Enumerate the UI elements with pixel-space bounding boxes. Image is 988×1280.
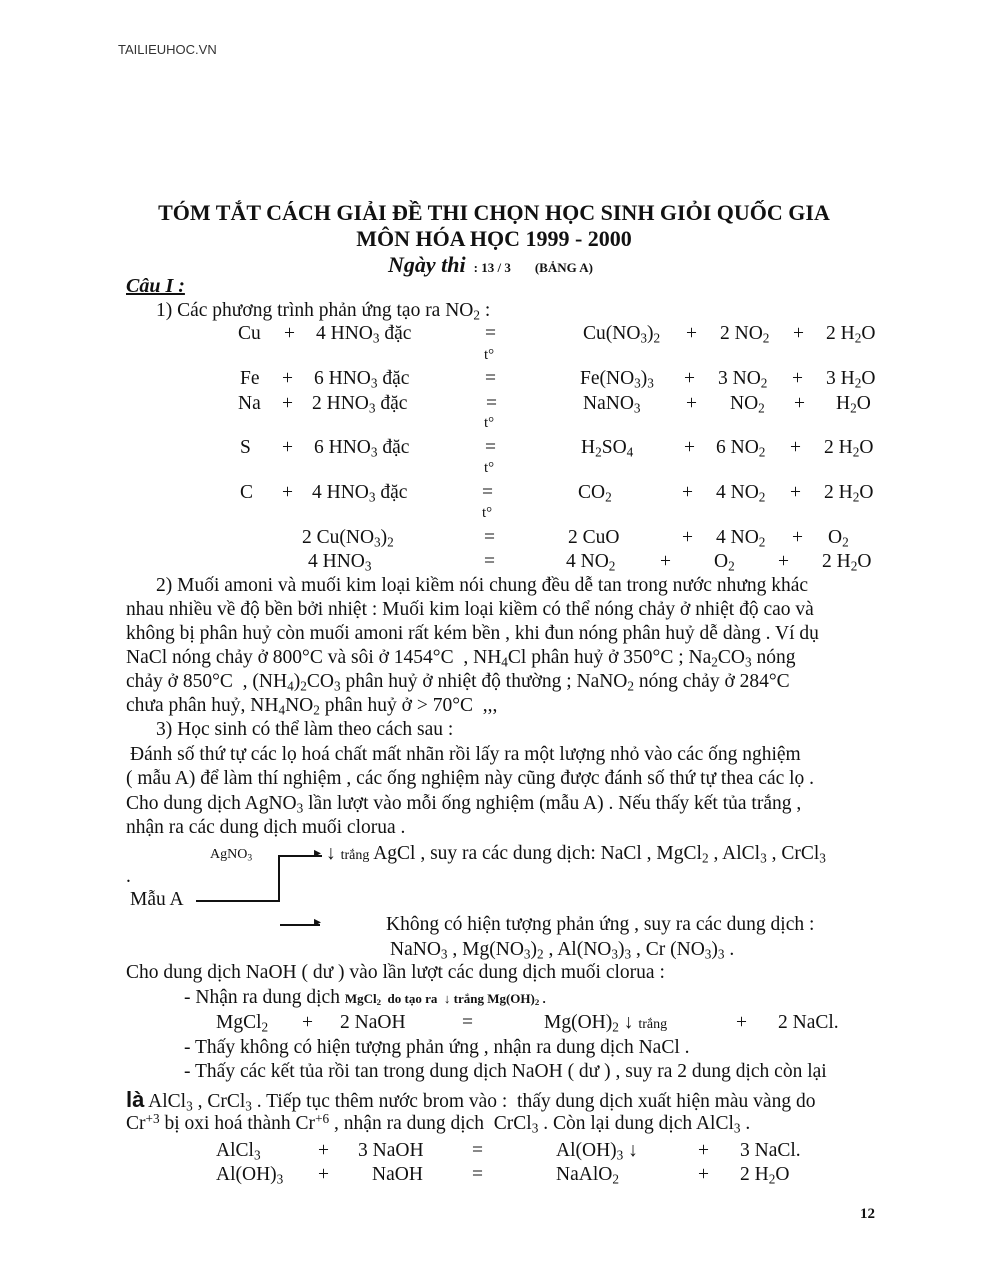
part2-line2: nhau nhiều về độ bền bởi nhiệt : Muối kim loại kiềm có thể nóng chảy ở nhiệt độ cao và [126, 599, 814, 620]
part3-line4: nhận ra các dung dịch muối clorua . [126, 817, 406, 838]
oxidation-line: $Cr^{+3}$ bị oxi hoá thành $Cr^{+6}$ , nhận ra dung dịch CrCl$_3$ . Còn lại dung dịch AlCl$_3$ . [126, 1111, 751, 1136]
equation-c: C [240, 482, 254, 503]
arrow-head-bottom: ▸ [314, 915, 322, 930]
equation-alcl3: AlCl$_3$ [216, 1140, 261, 1163]
alcl3-crcl3-line: là AlCl$_3$ , CrCl$_3$ . Tiếp tục thêm nước brom vào : thấy dung dịch xuất hiện màu vàng do [126, 1087, 816, 1114]
exam-date [388, 252, 593, 278]
part3-line2: ( mẫu A) để làm thí nghiệm , các ống nghiệm này cũng được đánh số thứ tự thea các lọ . [126, 768, 815, 789]
section-heading: Câu I : [126, 275, 185, 297]
no-reaction-nacl: - Thấy không có hiện tượng phản ứng , nhận ra dung dịch NaCl . [184, 1037, 690, 1058]
sample-label: Mẫu A [130, 889, 184, 910]
exam-board: (BẢNG A) [534, 260, 593, 275]
equation-aloh3: $Al(OH)_3$ [216, 1164, 284, 1187]
equation-mgcl2: MgCl$_2$ [216, 1012, 269, 1035]
nitrate-list: NaNO$_3$ , $Mg(NO_3)_2$ , $Al(NO_3)_3$ , Cr $(NO_3)_3$ . [390, 939, 735, 962]
exam-day-label: Ngày thi [388, 252, 466, 277]
connector-horizontal [196, 900, 280, 902]
site-header: TAILIEUHOC.VN [118, 42, 217, 57]
naoh-intro: Cho dung dịch NaOH ( dư ) vào lần lượt các dung dịch muối clorua : [126, 962, 665, 983]
reagent-agno3: AgNO$_3$ [210, 847, 253, 864]
part1-intro: 1) Các phương trình phản ứng tạo ra $NO_2$ : [156, 300, 491, 323]
precipitate-result: ↓ trắng AgCl , suy ra các dung dịch: NaCl , MgCl$_2$ , AlCl$_3$ , CrCl$_3$ [326, 843, 826, 866]
part2-line3: không bị phân huỷ còn muối amoni rất kém bền , khi đun nóng phân huỷ dễ dàng . Ví dụ [126, 623, 819, 644]
arrow-head-top: ▸ [314, 846, 322, 861]
equation-na: Na [238, 393, 261, 414]
part2-line6: chưa phân huỷ, $NH_4NO_2$ phân huỷ ở > 70°C ,,, [126, 695, 498, 718]
exam-day-value: : 13 / 3 [473, 260, 511, 275]
equation-s: S [240, 437, 251, 458]
connector-vertical [278, 855, 280, 901]
equation-cu: Cu [238, 323, 261, 344]
heat-condition: t° [484, 347, 495, 363]
equation-cuno3-decomp: 2 $Cu(NO_3)_2$ [302, 527, 394, 550]
no-reaction-text: Không có hiện tượng phản ứng , suy ra các dung dịch : [386, 914, 815, 935]
part3-intro: 3) Học sinh có thể làm theo cách sau : [156, 719, 454, 740]
part2-line5: chảy ở 850°C , $(NH_4)_2CO_3$ phân huỷ ở nhiệt độ thường ; NaNO$_2$ nóng chảy ở 284°C [126, 671, 790, 694]
page-title-line2: MÔN HÓA HỌC 1999 - 2000 [356, 226, 632, 251]
identify-mgcl2: - Nhận ra dung dịch MgCl$_2$ do tạo ra ↓ trắng $Mg(OH)_2$ . [184, 987, 546, 1008]
part2-line4: NaCl nóng chảy ở 800°C và sôi ở 1454°C , $NH_4Cl$ phân huỷ ở 350°C ; $Na_2CO_3$ nóng [126, 647, 796, 670]
part3-line1: Đánh số thứ tự các lọ hoá chất mất nhãn rồi lấy ra một lượng nhỏ vào các ống nghiệm [130, 744, 801, 765]
part2-line1: 2) Muối amoni và muối kim loại kiềm nói chung đều dễ tan trong nước nhưng khác [156, 575, 809, 596]
part3-line3: Cho dung dịch AgNO$_3$ lần lượt vào mỗi ống nghiệm (mẫu A) . Nếu thấy kết tủa trắng , [126, 793, 802, 816]
dissolve-line: - Thấy các kết tủa rồi tan trong dung dịch NaOH ( dư ) , suy ra 2 dung dịch còn lại [184, 1061, 827, 1082]
equation-hno3-decomp: 4 $HNO_3$ [308, 551, 372, 574]
page-title-line1: TÓM TẮT CÁCH GIẢI ĐỀ THI CHỌN HỌC SINH GIỎI QUỐC GIA [158, 200, 830, 225]
equation-fe: Fe [240, 368, 260, 389]
page-number: 12 [860, 1206, 875, 1222]
